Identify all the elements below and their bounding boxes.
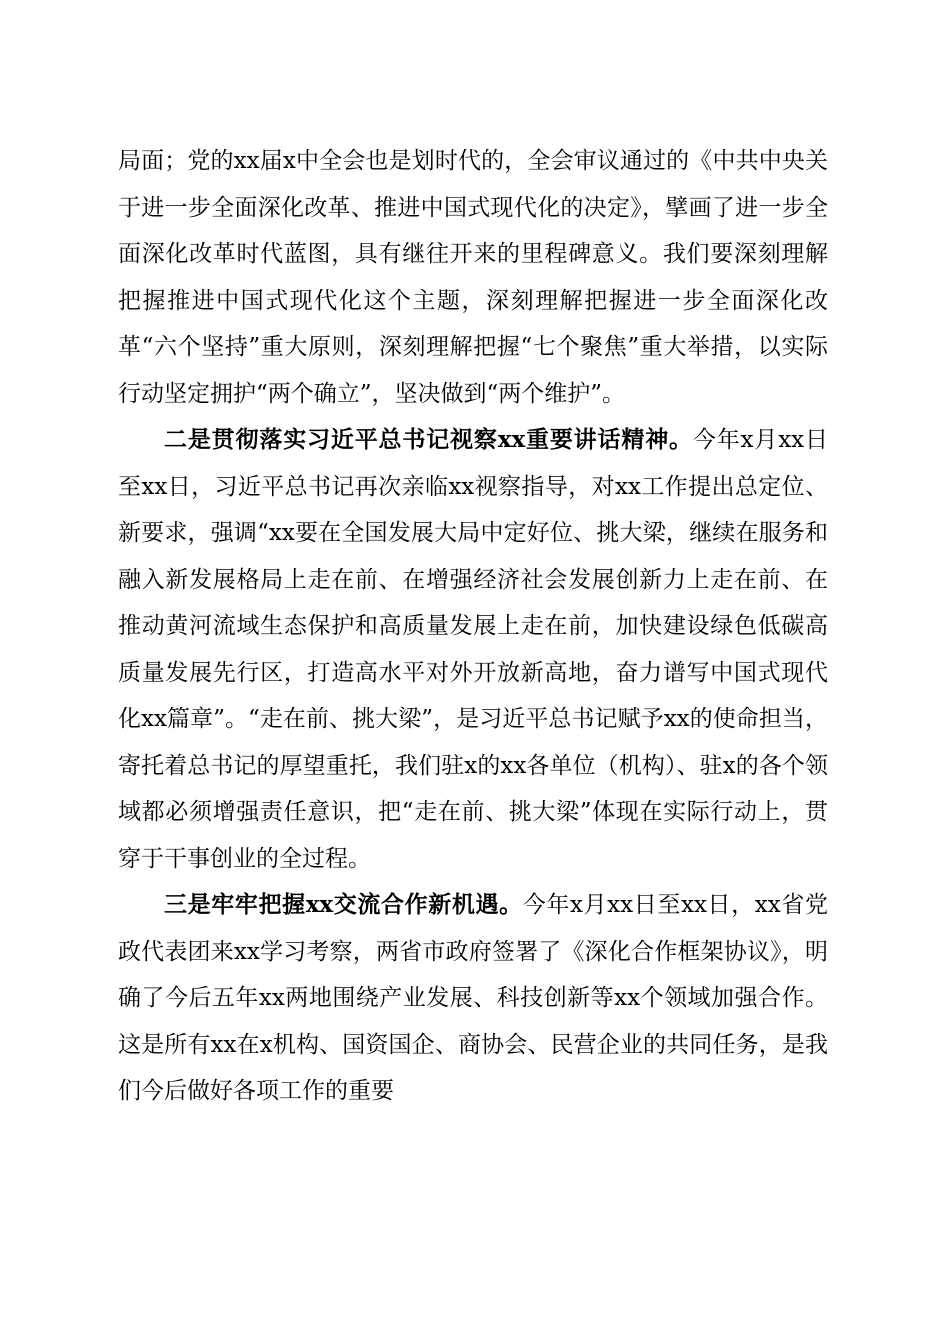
paragraph-lead-heading: 二是贯彻落实习近平总书记视察xx重要讲话精神。 <box>164 426 693 453</box>
paragraph-text: 今年x月xx日至xx日，xx省党政代表团来xx学习考察，两省市政府签署了《深化合作框架协议》，明确了今后五年xx两地围绕产业发展、科技创新等xx个领域加强合作。这是所有xx在x机构、国资国企、商协会、民营企业的共同任务，是我们今后做好各项工作的重要 <box>118 892 828 1104</box>
paragraph-continuation <box>118 138 828 417</box>
paragraph-lead-heading: 三是牢牢把握xx交流合作新机遇。 <box>164 891 523 918</box>
paragraph-text: 局面；党的xx届x中全会也是划时代的，全会审议通过的《中共中央关于进一步全面深化改革、推进中国式现代化的决定》，擘画了进一步全面深化改革时代蓝图，具有继往开来的里程碑意义。我们要深刻理解把握推进中国式现代化这个主题，深刻理解把握进一步全面深化改革“六个坚持”重大原则，深刻理解把握“七个聚焦”重大举措，以实际行动坚定拥护“两个确立”，坚决做到“两个维护”。 <box>118 148 828 407</box>
document-body <box>118 138 828 1115</box>
paragraph-point-three <box>118 882 828 1115</box>
paragraph-text: 今年x月xx日至xx日，习近平总书记再次亲临xx视察指导，对xx工作提出总定位、新要求，强调“xx要在全国发展大局中定好位、挑大梁，继续在服务和融入新发展格局上走在前、在增强经济社会发展创新力上走在前、在推动黄河流域生态保护和高质量发展上走在前，加快建设绿色低碳高质量发展先行区，打造高水平对外开放新高地，奋力谱写中国式现代化xx篇章”。“走在前、挑大梁”，是习近平总书记赋予xx的使命担当，寄托着总书记的厚望重托，我们驻x的xx各单位（机构）、驻x的各个领域都必须增强责任意识，把“走在前、挑大梁”体现在实际行动上，贯穿于干事创业的全过程。 <box>118 427 828 872</box>
paragraph-point-two <box>118 417 828 882</box>
